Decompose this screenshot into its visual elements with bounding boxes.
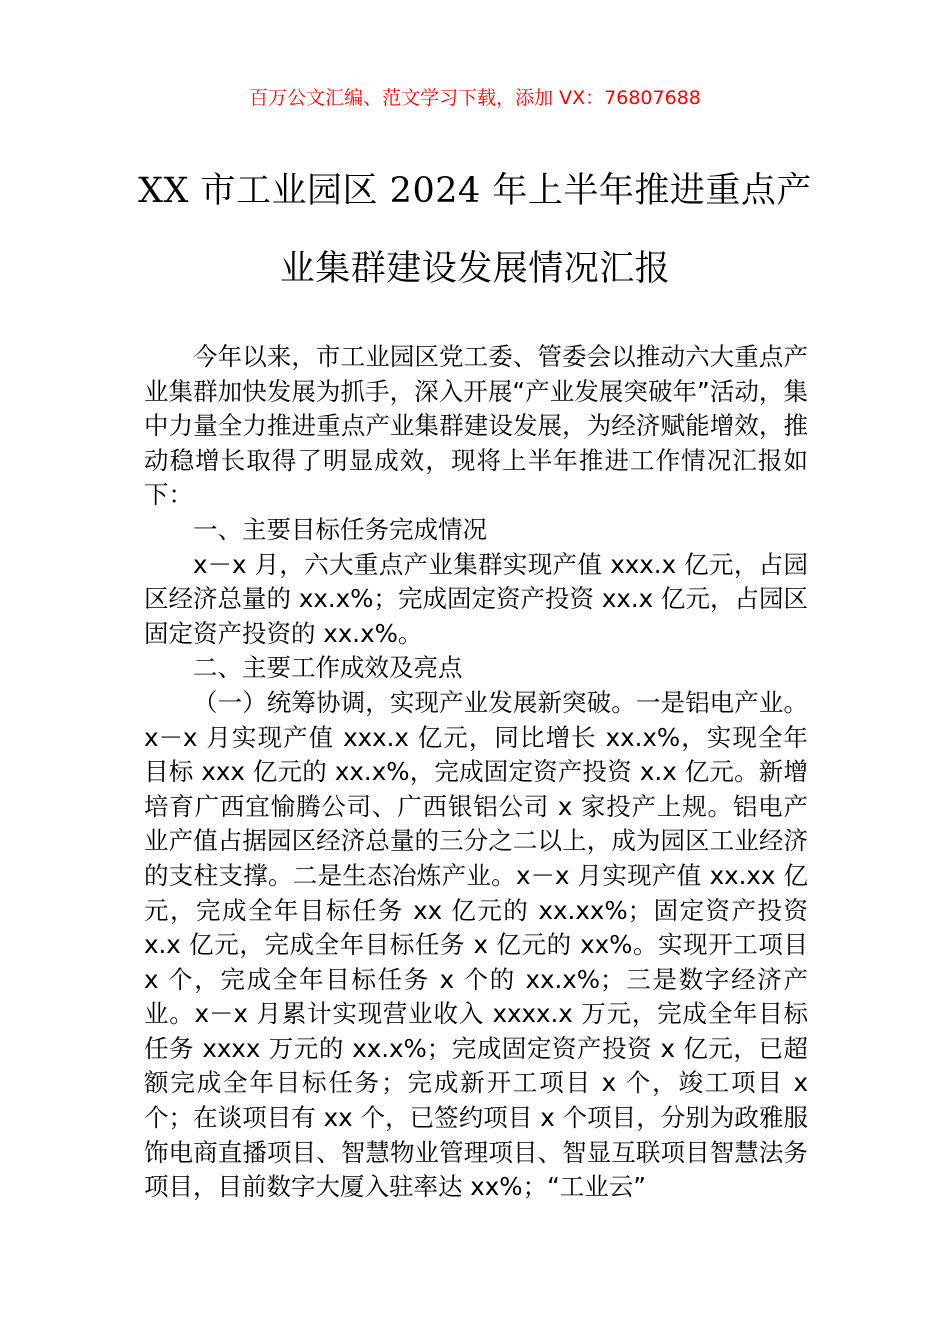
section-heading-2: 二、主要工作成效及亮点 [193, 653, 463, 683]
title-line-1: XX 市工业园区 2024 年上半年推进重点产 [138, 171, 812, 211]
intro-paragraph: 今年以来，市工业园区党工委、管委会以推动六大重点产业集群加快发展为抓手，深入开展“产业发展突破年”活动，集中力量全力推进重点产业集群建设发展，为经济赋能增效，推动稳增长取得了明显成效，现将上半年推进工作情况汇报如下： [144, 342, 808, 510]
section-heading-1: 一、主要目标任务完成情况 [193, 514, 487, 544]
promo-banner: 百万公文汇编、范文学习下载，添加 VX：76807688 [249, 87, 701, 109]
title-line-2: 业集群建设发展情况汇报 [279, 249, 671, 289]
section-1-paragraph: x－x 月，六大重点产业集群实现产值 xxx.x 亿元，占园区经济总量的 xx.x%；完成固定资产投资 xx.x 亿元，占园区固定资产投资的 xx.x%。 [144, 549, 808, 648]
section-2-paragraph: （一）统筹协调，实现产业发展新突破。一是铝电产业。x－x 月实现产值 xxx.x 亿元，同比增长 xx.x%，实现全年目标 xxx 亿元的 xx.x%，完成固定资产投资 x.x 亿元。新增培育广西宜愉腾公司、广西银铝公司 x 家投产上规。铝电产业产值占据园区经济总量的三分之二以上，成为园区工业经济的支柱支撑。二是生态冶炼产业。x－x 月实现产值 xx.xx 亿元，完成全年目标任务 xx 亿元的 xx.xx%；固定资产投资 x.x 亿元，完成全年目标任务 x 亿元的 xx%。实现开工项目 x 个，完成全年目标任务 x 个的 xx.x%；三是数字经济产业。x－x 月累计实现营业收入 xxxx.x 万元，完成全年目标任务 xxxx 万元的 xx.x%；完成固定资产投资 x 亿元，已超额完成全年目标任务；完成新开工项目 x 个，竣工项目 x 个；在谈项目有 xx 个，已签约项目 x 个项目，分别为政雅服饰电商直播项目、智慧物业管理项目、智显互联项目智慧法务项目，目前数字大厦入驻率达 xx%；“工业云” [144, 687, 808, 1202]
document-body [144, 340, 808, 1205]
document-title [60, 152, 890, 308]
